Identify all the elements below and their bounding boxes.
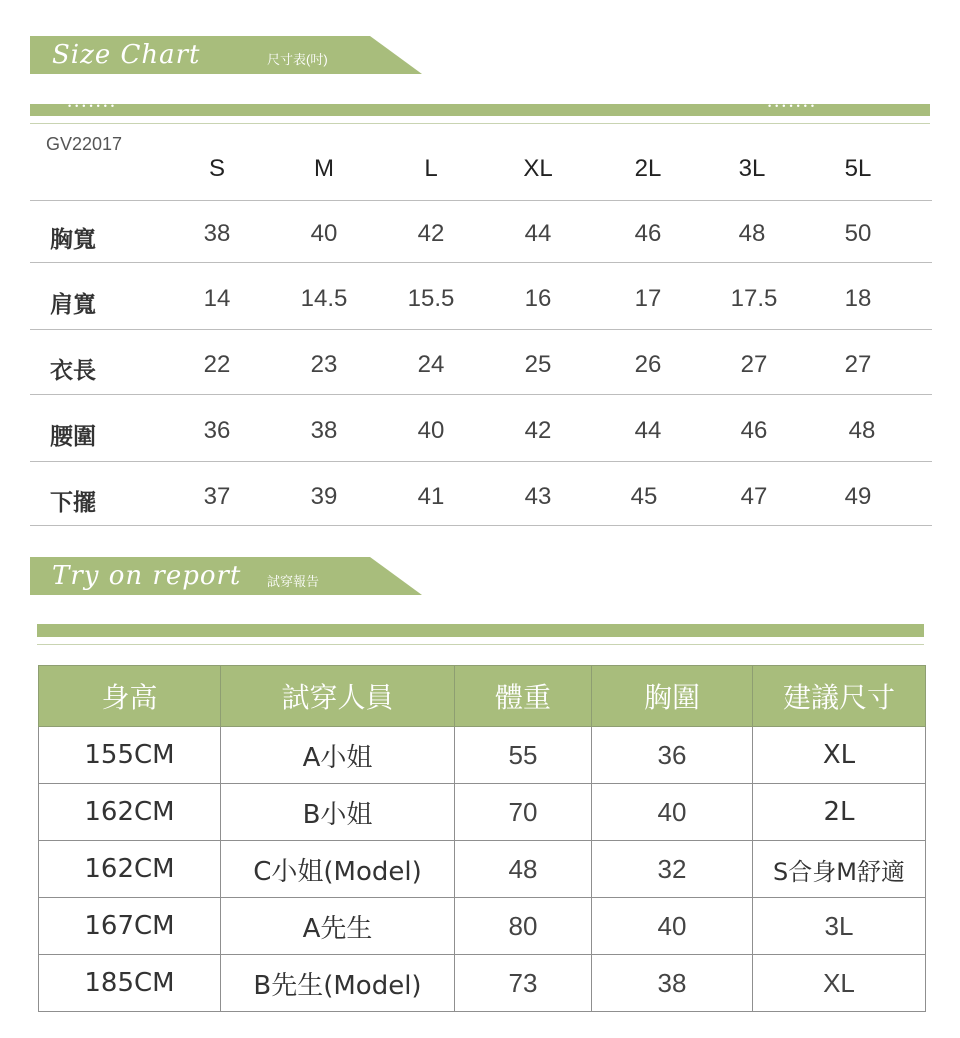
cell-height: 185CM: [39, 955, 221, 1012]
cell-suggested-size: XL: [753, 955, 926, 1012]
size-cell: 42: [524, 417, 552, 444]
size-cell: 49: [844, 483, 872, 510]
size-header-2l: 2L: [634, 155, 662, 182]
size-cell: 17: [634, 285, 662, 312]
try-on-title: Try on report: [52, 561, 242, 591]
size-cell: 16: [524, 285, 552, 312]
dots-right: •••••••: [768, 101, 819, 111]
cell-suggested-size: XL: [753, 727, 926, 784]
cell-weight: 48: [455, 841, 592, 898]
size-row-label: 胸寬: [50, 227, 96, 253]
size-rule: [30, 525, 932, 526]
try-on-table: [38, 665, 926, 1012]
try-on-line: [37, 644, 924, 645]
size-cell: 14: [203, 285, 231, 312]
cell-suggested-size: S合身M舒適: [753, 841, 926, 898]
header-suggested-size: 建議尺寸: [753, 666, 926, 727]
size-cell: 40: [417, 417, 445, 444]
table-row: [39, 955, 926, 1012]
table-row: [39, 727, 926, 784]
size-cell: 50: [844, 220, 872, 247]
size-header-m: M: [314, 155, 334, 182]
size-cell: 25: [524, 351, 552, 378]
cell-height: 162CM: [39, 784, 221, 841]
size-cell: 15.5: [407, 285, 455, 312]
cell-weight: 73: [455, 955, 592, 1012]
size-chart-line: [30, 123, 930, 124]
header-height: 身高: [39, 666, 221, 727]
size-chart-title: Size Chart: [52, 40, 201, 70]
cell-tester: A先生: [221, 898, 455, 955]
try-on-header-row: [39, 666, 926, 727]
size-cell: 42: [417, 220, 445, 247]
size-rule: [30, 200, 932, 201]
size-header-5l: 5L: [844, 155, 872, 182]
header-tester: 試穿人員: [221, 666, 455, 727]
cell-suggested-size: 3L: [753, 898, 926, 955]
size-cell: 40: [310, 220, 338, 247]
size-row-label: 衣長: [50, 358, 96, 384]
size-header-s: S: [208, 155, 225, 182]
size-header-xl: XL: [523, 155, 553, 182]
size-rule: [30, 394, 932, 395]
size-cell: 45: [630, 483, 658, 510]
size-rule: [30, 461, 932, 462]
size-rule: [30, 329, 932, 330]
cell-tester: B先生(Model): [221, 955, 455, 1012]
size-cell: 37: [203, 483, 231, 510]
cell-chest: 36: [592, 727, 753, 784]
size-cell: 14.5: [300, 285, 348, 312]
size-cell: 38: [203, 220, 231, 247]
cell-height: 167CM: [39, 898, 221, 955]
size-chart-subtitle: 尺寸表(吋): [267, 52, 328, 67]
dots-left: •••••••: [68, 101, 119, 111]
size-cell: 46: [634, 220, 662, 247]
size-cell: 44: [524, 220, 552, 247]
size-cell: 39: [310, 483, 338, 510]
size-header-3l: 3L: [738, 155, 766, 182]
size-cell: 18: [844, 285, 872, 312]
size-cell: 41: [417, 483, 445, 510]
size-row-label: 下擺: [50, 490, 96, 516]
try-on-banner: [30, 557, 430, 597]
cell-height: 162CM: [39, 841, 221, 898]
cell-tester: A小姐: [221, 727, 455, 784]
size-row-label: 腰圍: [50, 424, 96, 450]
size-row-label: 肩寬: [50, 292, 96, 318]
size-cell: 48: [738, 220, 766, 247]
size-cell: 38: [310, 417, 338, 444]
header-weight: 體重: [455, 666, 592, 727]
cell-height: 155CM: [39, 727, 221, 784]
size-rule: [30, 262, 932, 263]
cell-tester: B小姐: [221, 784, 455, 841]
size-cell: 27: [740, 351, 768, 378]
cell-weight: 70: [455, 784, 592, 841]
size-header-l: L: [424, 155, 438, 182]
size-cell: 46: [740, 417, 768, 444]
size-chart-banner: [30, 36, 430, 76]
size-cell: 47: [740, 483, 768, 510]
table-row: [39, 898, 926, 955]
cell-weight: 55: [455, 727, 592, 784]
size-cell: 27: [844, 351, 872, 378]
header-chest: 胸圍: [592, 666, 753, 727]
size-cell: 24: [417, 351, 445, 378]
table-row: [39, 784, 926, 841]
table-row: [39, 841, 926, 898]
size-cell: 26: [634, 351, 662, 378]
cell-suggested-size: 2L: [753, 784, 926, 841]
cell-weight: 80: [455, 898, 592, 955]
size-cell: 23: [310, 351, 338, 378]
cell-chest: 38: [592, 955, 753, 1012]
size-cell: 48: [848, 417, 876, 444]
size-cell: 17.5: [730, 285, 778, 312]
cell-chest: 40: [592, 898, 753, 955]
size-cell: 36: [203, 417, 231, 444]
try-on-subtitle: 試穿報告: [267, 574, 320, 589]
cell-chest: 32: [592, 841, 753, 898]
size-cell: 22: [203, 351, 231, 378]
cell-tester: C小姐(Model): [221, 841, 455, 898]
size-cell: 44: [634, 417, 662, 444]
product-code: GV22017: [46, 134, 123, 154]
size-cell: 43: [524, 483, 552, 510]
try-on-bar: [37, 624, 924, 637]
cell-chest: 40: [592, 784, 753, 841]
